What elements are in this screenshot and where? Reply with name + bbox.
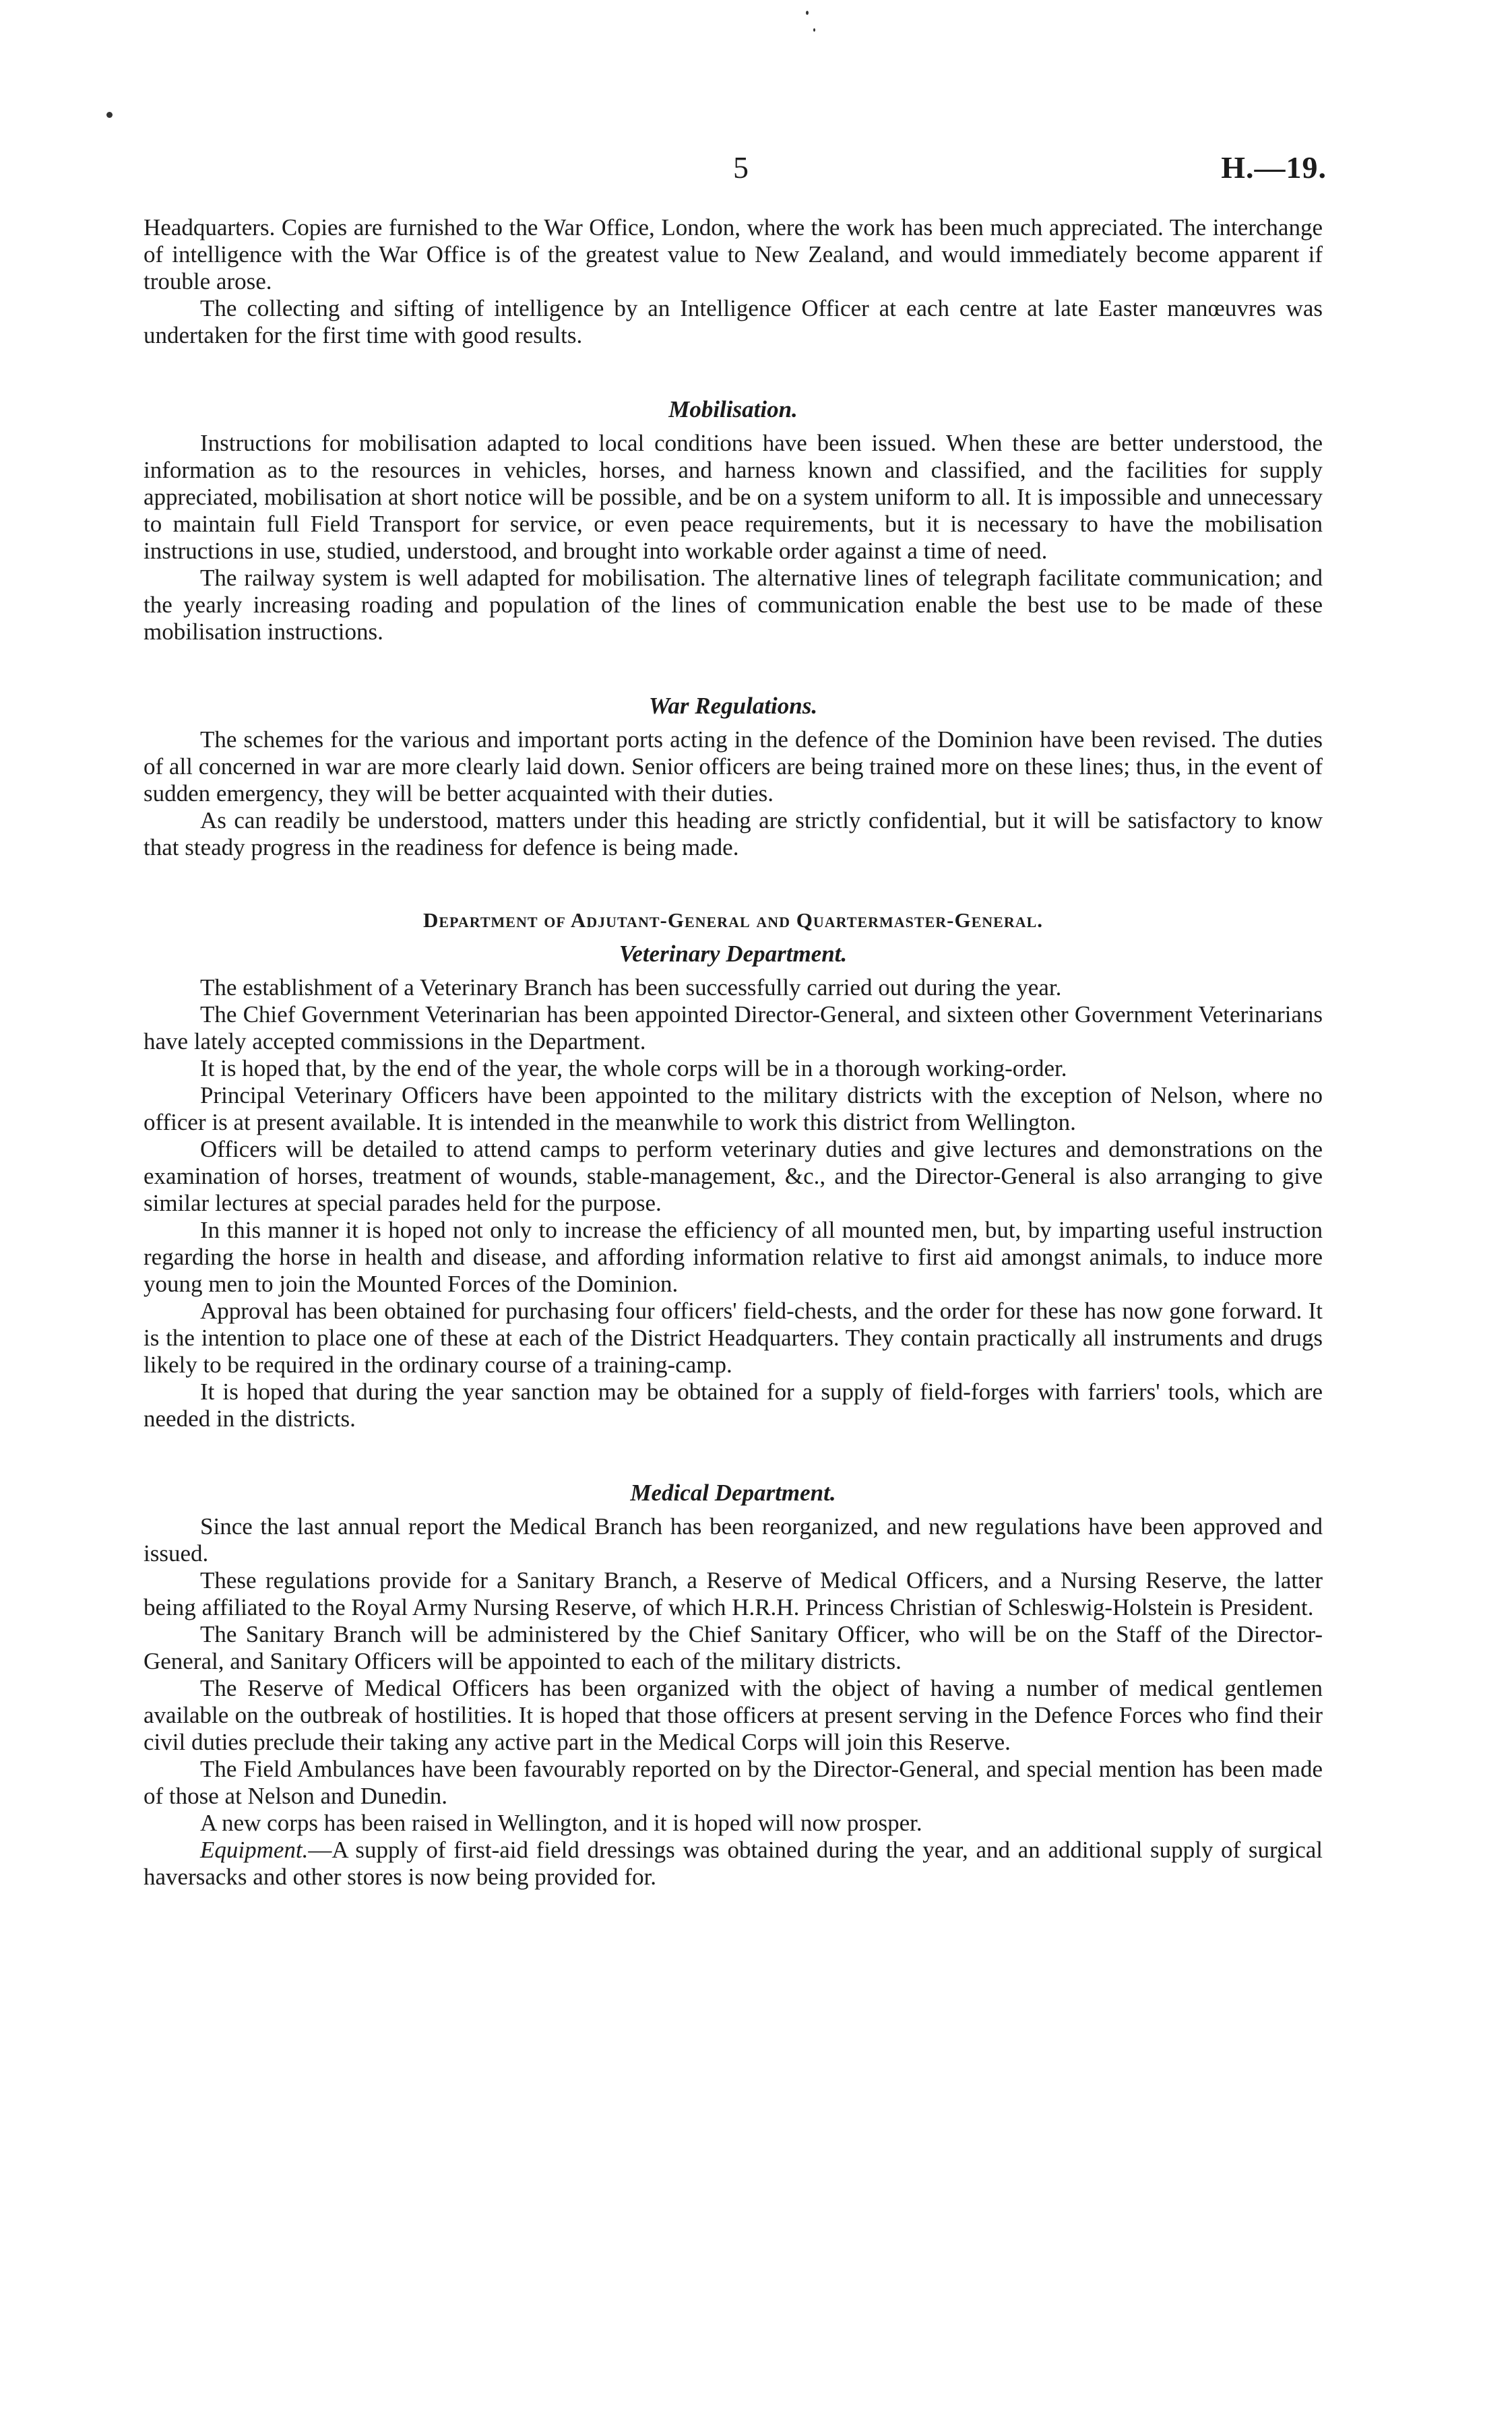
section-heading-war-regulations: War Regulations. <box>648 693 818 719</box>
equipment-label: Equipment. <box>200 1837 309 1863</box>
section-heading-medical: Medical Department. <box>630 1480 836 1506</box>
section-heading-mobilisation: Mobilisation. <box>668 396 798 422</box>
paragraph: A new corps has been raised in Wellington, and it is hoped will now prosper. <box>200 1810 922 1836</box>
paragraph: The Sanitary Branch will be administered by the Chief Sanitary Officer, who will be on the Staff of the Director-General, and Sanitary Officers will be appointed to each of the military districts. <box>144 1621 1323 1674</box>
paragraph: As can readily be understood, matters under this heading are strictly confidential, but it will be satisfactory to know that steady progress in the readiness for defence is being made. <box>144 807 1323 860</box>
document-reference: H.—19. <box>1221 150 1327 185</box>
paragraph: It is hoped that, by the end of the year, the whole corps will be in a thorough working-order. <box>200 1055 1067 1081</box>
department-title: Department of Adjutant-General and Quartermaster-General. <box>422 908 1044 932</box>
paragraph: In this manner it is hoped not only to increase the efficiency of all mounted men, but, by imparting useful instruction regarding the horse in health and disease, and affording information relative to first aid amongst animals, to induce more young men to join the Mounted Forces of the Dominion. <box>144 1217 1323 1297</box>
paragraph: Principal Veterinary Officers have been appointed to the military districts with the exception of Nelson, where no officer is at present available. It is intended in the meanwhile to work this district from Wellington. <box>144 1082 1323 1135</box>
paragraph: The Reserve of Medical Officers has been organized with the object of having a number of medical gentlemen available on the outbreak of hostilities. It is hoped that those officers at present serving in the Defence Forces who find their civil duties preclude their taking any active part in the Medical Corps will join this Reserve. <box>144 1675 1323 1755</box>
intro-paragraph: Headquarters. Copies are furnished to the War Office, London, where the work has been much appreciated. The interchange of intelligence with the War Office is of the greatest value to New Zealand, and would immediately become apparent if trouble arose. <box>144 214 1323 294</box>
paragraph: It is hoped that during the year sanction may be obtained for a supply of field-forges with farriers' tools, which are needed in the districts. <box>144 1379 1323 1432</box>
scan-speck <box>106 112 113 118</box>
paragraph: The Chief Government Veterinarian has been appointed Director-General, and sixteen other Government Veterinarians have lately accepted commissions in the Department. <box>144 1001 1323 1054</box>
equipment-text: —A supply of first-aid field dressings was obtained during the year, and an additional supply of surgical haversacks and other stores is now being provided for. <box>144 1837 1323 1890</box>
scan-speck <box>806 11 809 15</box>
page-number: 5 <box>733 150 749 185</box>
equipment-paragraph <box>144 1837 1323 1891</box>
paragraph: Approval has been obtained for purchasing four officers' field-chests, and the order for these has now gone forward. It is the intention to place one of these at each of the District Headquarters. They contain practically all instruments and drugs likely to be required in the ordinary course of a training-camp. <box>144 1298 1323 1378</box>
paragraph: The railway system is well adapted for mobilisation. The alternative lines of telegraph facilitate communication; and the yearly increasing roading and population of the lines of communication enable the best use to be made of these mobilisation instructions. <box>144 565 1323 645</box>
intro-paragraph: The collecting and sifting of intelligence by an Intelligence Officer at each centre at late Easter manœuvres was undertaken for the first time with good results. <box>144 295 1323 348</box>
section-heading-veterinary: Veterinary Department. <box>619 941 848 967</box>
paragraph: These regulations provide for a Sanitary Branch, a Reserve of Medical Officers, and a Nursing Reserve, the latter being affiliated to the Royal Army Nursing Reserve, of which H.R.H. Princess Christian of Schleswig-Holstein is President. <box>144 1567 1323 1620</box>
paragraph: Instructions for mobilisation adapted to local conditions have been issued. When these are better understood, the information as to the resources in vehicles, horses, and harness known and classified, and the facilities for supply appreciated, mobilisation at short notice will be possible, and be on a system uniform to all. It is impossible and unnecessary to maintain full Field Transport for service, or even peace requirements, but it is necessary to have the mobilisation instructions in use, studied, understood, and brought into workable order against a time of need. <box>144 430 1323 564</box>
paragraph: Since the last annual report the Medical Branch has been reorganized, and new regulations have been approved and issued. <box>144 1513 1323 1567</box>
body-text <box>144 214 1323 1891</box>
paragraph: The schemes for the various and important ports acting in the defence of the Dominion have been revised. The duties of all concerned in war are more clearly laid down. Senior officers are being trained more on these lines; thus, in the event of sudden emergency, they will be better acquainted with their duties. <box>144 726 1323 807</box>
paragraph: The establishment of a Veterinary Branch has been successfully carried out during the year. <box>200 974 1062 1001</box>
paragraph: Officers will be detailed to attend camps to perform veterinary duties and give lectures and demonstrations on the examination of horses, treatment of wounds, stable-management, &c., and the Director-General is also arranging to give similar lectures at special parades held for the purpose. <box>144 1136 1323 1216</box>
paragraph: The Field Ambulances have been favourably reported on by the Director-General, and special mention has been made of those at Nelson and Dunedin. <box>144 1756 1323 1809</box>
scan-speck <box>813 28 815 32</box>
